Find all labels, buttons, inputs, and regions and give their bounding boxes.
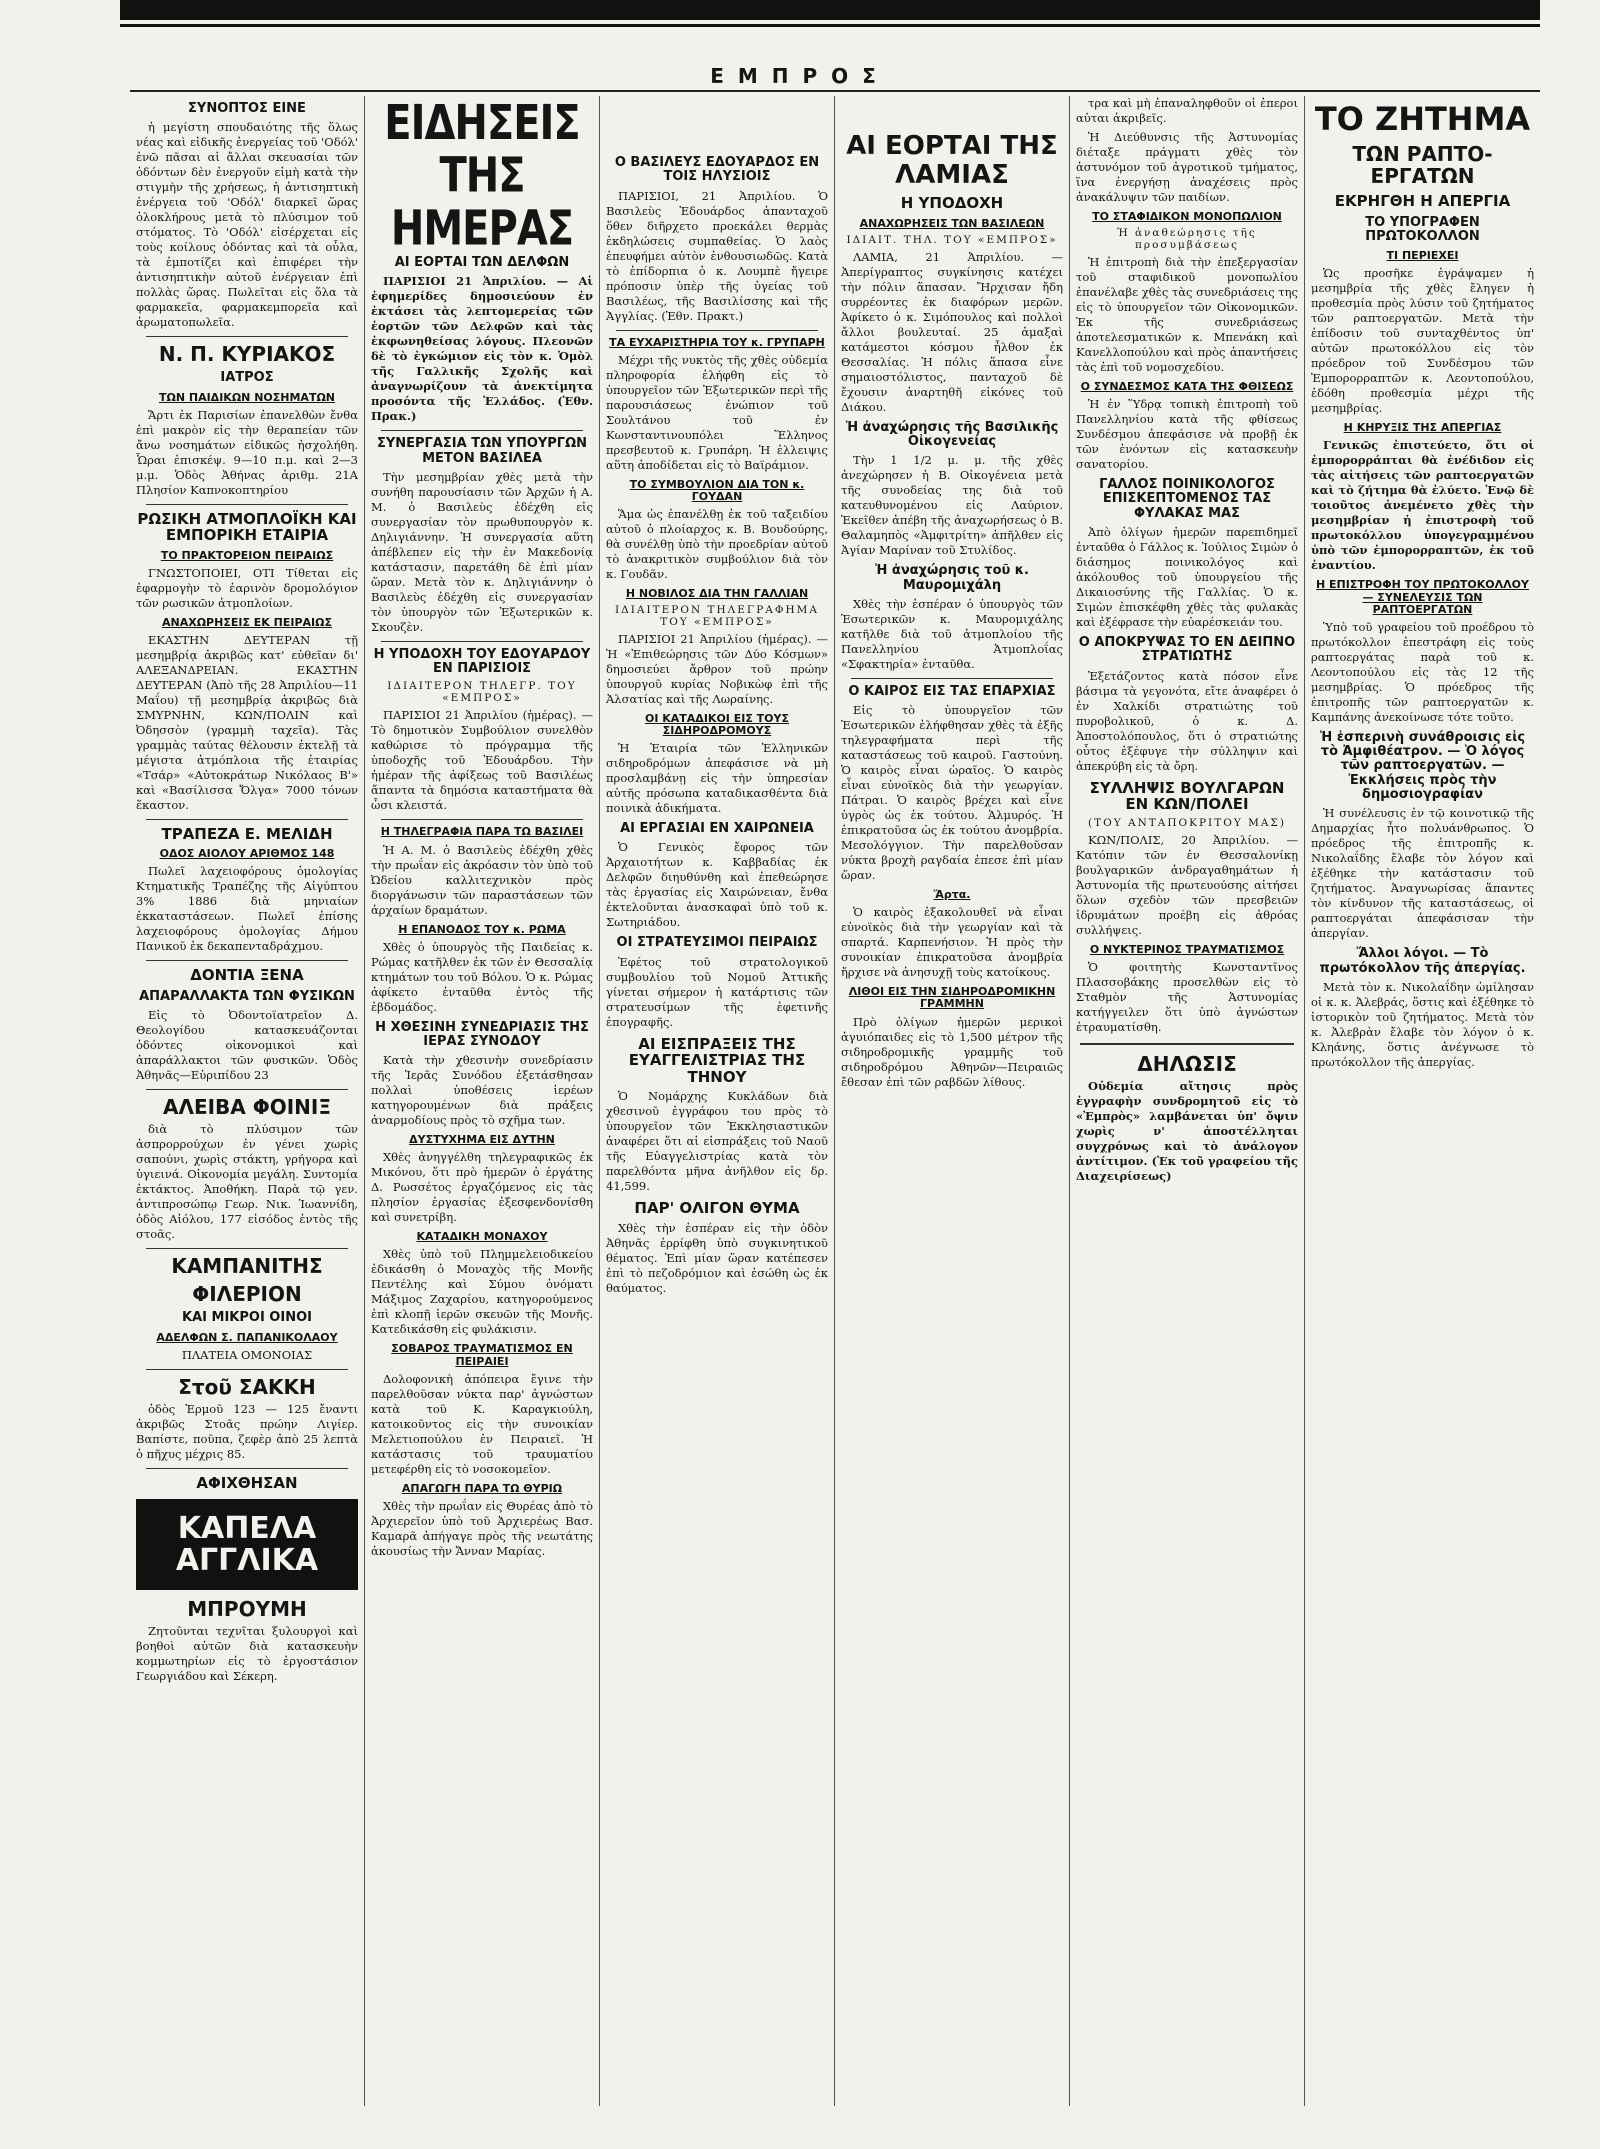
top-border-bar bbox=[120, 0, 1540, 20]
article-text: Ἐφέτος τοῦ στρατολογικοῦ συμβουλίου τοῦ Νομοῦ Ἀττικῆς γίνεται σήμερον ἡ κατάρτισις τῶν στρατευσίμων τῆς ἐφετινῆς ἐπογραφῆς. bbox=[606, 954, 828, 1029]
article-subheading: Ἡ ἀναθεώρησις τῆς προσυμβάσεως bbox=[1117, 227, 1257, 252]
article-text: Ὁ Νομάρχης Κυκλάδων διὰ χθεσινοῦ ἐγγράφου του πρὸς τὸ ὑπουργεῖον τῶν Ἐκκλησιαστικῶν ἀναφέρει ὅτι αἱ εἰσπράξεις τοῦ Ναοῦ τῆς Εὐαγγελιστρίας κατὰ τὸν παρελθόντα μῆνα ἀνῆλθον εἰς δρ. 41,599. bbox=[606, 1089, 828, 1194]
column-5-news bbox=[1070, 96, 1305, 2106]
ad-heading: ΜΠΡΟΥΜΗ bbox=[187, 1597, 307, 1622]
article-text: Τὴν μεσημβρίαν χθὲς μετὰ τὴν συνήθη παρουσίασιν τῶν Ἀρχῶν ἡ Α. Μ. ὁ Βασιλεὺς ἐδέχθη εἰς συνεργασίαν τὸν πρωθυπουργὸν κ. Δηλιγιάννην. Ἡ συνεργασία αὕτη ἀπέβλεπεν εἰς τὴν ἐν Μακεδονίᾳ κατάστασιν, παρετάθη δὲ ἐπὶ μίαν ὥραν. Μετὰ τὸν κ. Δηλιγιάννην ὁ Βασιλεὺς ἐδέχθη εἰς συνεργασίαν τὸν ὑπουργὸν τῶν Ἐξωτερικῶν κ. Σκουζὲν. bbox=[371, 469, 593, 634]
ad-subheading: ΚΑΙ ΜΙΚΡΟΙ ΟΙΝΟΙ bbox=[182, 1310, 312, 1326]
article-subheading: (ΤΟΥ ΑΝΤΑΠΟΚΡΙΤΟΥ ΜΑΣ) bbox=[1088, 816, 1286, 829]
article-text: Χθὲς τὴν ἑσπέραν ὁ ὑπουργὸς τῶν Ἐσωτερικῶν κ. Μαυρομιχάλης κατῆλθε διὰ τοῦ ἀτμοπλοίου τῆς Πανελληνίου Ἀτμοπλοΐας «Σφακτηρία» ἐνταῦθα. bbox=[841, 596, 1063, 671]
article-subheading: ΤΟ ΥΠΟΓΡΑΦΕΝ ΠΡΩΤΟΚΟΛΛΟΝ bbox=[1365, 214, 1480, 244]
article-text: Ὡς προσῆκε ἐγράψαμεν ἡ μεσημβρία τῆς χθὲς ἔληγεν ἡ προθεσμία πρὸς λύσιν τοῦ ζητήματος τῶν ραπτοεργατῶν. Μετὰ τὴν ἐπίδοσιν τοῦ συνταχθέντος ὑπ' αὐτῶν πρωτοκόλλου εἰς τὸν πρόεδρον τοῦ Συνδέσμου τῶν Ἐμπορορραπτῶν κ. Λεοντοπούλου, ἐδόθη προθεσμία μέχρι τῆς μεσημβρίας. bbox=[1311, 266, 1534, 416]
ad-text: Πωλεῖ λαχειοφόρους ὁμολογίας Κτηματικῆς Τραπέζης τῆς Αἰγύπτου 3% 1886 διὰ μηνιαίων ἐκκαταστάσεων. Πωλεῖ ἐπίσης λαχειοφόρους ὁμολογίας Δήμου Πανικοῦ ἐκ δεκαπενταδράχμου. bbox=[136, 864, 358, 954]
article-subheading: ΙΔΙΑΙΤ. ΤΗΛ. ΤΟΥ «ΕΜΠΡΟΣ» bbox=[846, 233, 1058, 246]
article-subheading: ΕΚΡΗΓΘΗ Η ΑΠΕΡΓΙΑ bbox=[1334, 192, 1511, 211]
article-heading: Ο ΚΑΙΡΟΣ ΕΙΣ ΤΑΣ ΕΠΑΡΧΙΑΣ bbox=[848, 683, 1056, 699]
article-text: ΠΑΡΙΣΙΟΙ, 21 Ἀπριλίου. Ὁ Βασιλεὺς Ἐδουάρδος ἁπανταχοῦ ὅθεν διῆρχετο προεκάλει θερμὰς ἐκδηλώσεις συμπαθείας. Ὁ λαὸς ἐπευφήμει αὐτὸν ἐνθουσιωδῶς. Κατὰ τὸ ἐπίδορπια ὁ κ. Λουμπὲ ἤγειρε πρόποσιν ὑπὲρ τῆς ὑγείας τοῦ Βασιλέως, τῆς Βασιλίσσης καὶ τῆς Ἀγγλίας. (Ἐθν. Πρακτ.) bbox=[606, 188, 828, 323]
article-text: Τὴν 1 1/2 μ. μ. τῆς χθὲς ἀνεχώρησεν ἡ Β. Οἰκογένεια μετὰ τῆς συνοδείας της διὰ τοῦ κατευθυνομένου εἰς Λαύριον. Ἐκεῖθεν ἀπέβη τῆς ἀναχωρήσεως ὁ Β. Θαλαμηπὸς «Ἀμφιτρίτη» ἀπῆλθεν εἰς Ἀγίαν Μαρίναν τοῦ Στυλίδος. bbox=[841, 453, 1063, 558]
ad-heading: ΔΟΝΤΙΑ ΞΕΝΑ bbox=[190, 966, 304, 985]
article-heading: ΠΑΡ' ΟΛΙΓΟΝ ΘΥΜΑ bbox=[634, 1199, 800, 1218]
article-heading: ΤΟ ΣΥΜΒΟΥΛΙΟΝ ΔΙΑ ΤΟΝ κ. ΓΟΥΔΑΝ bbox=[629, 477, 805, 503]
ad-subheading: ΤΟ ΠΡΑΚΤΟΡΕΙΟΝ ΠΕΙΡΑΙΩΣ bbox=[160, 548, 334, 562]
article-heading: ΔΥΣΤΥΧΗΜΑ ΕΙΣ ΔΥΤΗΝ bbox=[409, 1133, 555, 1147]
newspaper-columns bbox=[130, 96, 1540, 2106]
article-text: Ἅμα ὡς ἐπανέλθῃ ἐκ τοῦ ταξειδίου αὐτοῦ ὁ πλοίαρχος κ. Β. Βουδούρης, θὰ συνέλθῃ ὑπὸ τὴν προεδρίαν αὐτοῦ τὸ ἀνακριτικὸν συμβούλιον διὰ τὸν κ. Γουδᾶν. bbox=[606, 506, 828, 581]
article-text: Χθὲς ὑπὸ τοῦ Πλημμελειοδικείου ἐδικάσθη ὁ Μοναχὸς τῆς Μονῆς Πεντέλης καὶ Σύμου ὀνόματι Μάξιμος Ζαχαρίου, κατηγορούμενος ἐπὶ κλοπῇ ἱερῶν σκευῶν τῆς Μονῆς. Κατεδικάσθη εἰς φυλάκισιν. bbox=[371, 1247, 593, 1337]
page-title: ΕΙΔΗΣΕΙΣ ΤΗΣ ΗΜΕΡΑΣ bbox=[384, 96, 580, 257]
ad-text: ΓΝΩΣΤΟΠΟΙΕΙ, ΟΤΙ Τίθεται εἰς ἐφαρμογὴν τὸ ἐαρινὸν δρομολόγιον τῶν ρωσικῶν ἀτμοπλοίων. bbox=[136, 565, 358, 610]
ad-subheading: ΤΩΝ ΠΑΙΔΙΚΩΝ ΝΟΣΗΜΑΤΩΝ bbox=[158, 390, 336, 404]
article-text: Κατὰ τὴν χθεσινὴν συνεδρίασιν τῆς Ἱερᾶς Συνόδου ἐξετάσθησαν πολλαὶ ὑποθέσεις ἱερέων κατηγορουμένων διὰ πράξεις ἀναρμοδίους πρὸς τὸ σχῆμα των. bbox=[371, 1053, 593, 1128]
article-text: Ἡ ἐν Ὕδρᾳ τοπικὴ ἐπιτροπὴ τοῦ Πανελληνίου κατὰ τῆς φθίσεως Συνδέσμου ἀπεφάσισε νὰ προβῇ ἐκ τῶν ἐνόντων εἰς κατασκευὴν σανατορίου. bbox=[1076, 397, 1298, 472]
divider bbox=[616, 330, 818, 331]
ad-subheading: ΑΠΑΡΑΛΛΑΚΤΑ ΤΩΝ ΦΥΣΙΚΩΝ bbox=[139, 988, 355, 1004]
article-text: Δολοφονικὴ ἀπόπειρα ἔγινε τὴν παρελθοῦσαν νύκτα παρ' ἀγνώστων κατὰ τοῦ Κ. Καραγκιούλη, κατοικοῦντος εἰς τὴν συνοικίαν Μελετιοπούλου ἐν Πειραιεῖ. Ἡ κατάστασις τοῦ τραυματίου μετεφέρθη εἰς τὸ νοσοκομεῖον. bbox=[371, 1371, 593, 1476]
article-heading: Ἡ ἀναχώρησις τοῦ κ. Μαυρομιχάλη bbox=[875, 563, 1029, 593]
column-2-news bbox=[365, 96, 600, 2106]
divider bbox=[146, 336, 348, 337]
ad-heading: Ν. Π. ΚΥΡΙΑΚΟΣ bbox=[158, 342, 336, 367]
article-subheading: ΙΔΙΑΙΤΕΡΟΝ ΤΗΛΕΓΡΑΦΗΜΑ ΤΟΥ «ΕΜΠΡΟΣ» bbox=[615, 603, 819, 628]
ad-text: Ἄρτι ἐκ Παρισίων ἐπανελθὼν ἔνθα ἐπὶ μακρὸν εἰς τὴν θεραπείαν τῶν ἄνω νοσημάτων εἰδικῶς ἠσχολήθη. Ὧραι ἐπισκέψ. 9—10 π.μ. καὶ 2—3 μ.μ. Ὁδὸς Ἀθήνας ἀριθμ. 21Α Πλησίον Καπνοκοπτηρίου bbox=[136, 407, 358, 497]
article-text: Μέχρι τῆς νυκτὸς τῆς χθὲς οὐδεμία πληροφορία ἐλήφθη εἰς τὸ ὑπουργεῖον τῶν Ἐξωτερικῶν περὶ τῆς παρουσιάσεως ἐνώπιον τοῦ Σουλτάνου τοῦ ἐν Κωνσταντινουπόλει Ἕλληνος πρεσβευτοῦ κ. Γρυπάρη. Ἡ ἐλλειψις αὕτη ἀποδίδεται εἰς τὸ Βαϊράμιον. bbox=[606, 352, 828, 472]
article-heading: Η ΤΗΛΕΓΡΑΦΙΑ ΠΑΡΑ ΤΩ ΒΑΣΙΛΕΙ bbox=[380, 825, 584, 839]
article-heading: Ο ΣΥΝΔΕΣΜΟΣ ΚΑΤΑ ΤΗΣ ΦΘΙΣΕΩΣ bbox=[1080, 380, 1294, 394]
article-heading: ΤΩΝ ΡΑΠΤΟ-ΕΡΓΑΤΩΝ bbox=[1352, 142, 1493, 189]
article-text: Ἡ συνέλευσις ἐν τῷ κοινοτικῷ τῆς Δημαρχίας ἦτο πολυάνθρωπος. Ὁ πρόεδρος τῆς ἐπιτροπῆς κ. Νικολαΐδης ἔλαβε τὸν λόγον καὶ ἐξέθηκε τὴν κατάστασιν τοῦ ζητήματος. Ἀναγνωρίσας ἅπαντες τὸν κίνδυνον τῆς καταστάσεως, οἱ ραπτοεργάται ἀπεφάσισαν τὴν ἀπεργίαν. bbox=[1311, 806, 1534, 941]
divider bbox=[1080, 1043, 1294, 1045]
article-text: τρα καὶ μὴ ἐπαναληφθοῦν οἱ ἐπεροι αὐται ἀκριβεῖς. bbox=[1076, 96, 1298, 125]
ad-text: ΕΚΑΣΤΗΝ ΔΕΥΤΕΡΑΝ τῇ μεσημβρίᾳ ἀκριβῶς κατ' εὐθεῖαν δι' ΑΛΕΞΑΝΔΡΕΙΑΝ. ΕΚΑΣΤΗΝ ΔΕΥΤΕΡΑΝ (Ἀπὸ τῆς 28 Ἀπριλίου—11 Μαΐου) τῇ μεσημβρίᾳ ἀκριβῶς διὰ ΣΜΥΡΝΗΝ, ΚΩΝ/ΠΟΛΙΝ καὶ Ὀδησσὸν (γραμμὴ ταχεῖα). Τὰς γραμμὰς ταύτας θέλουσιν ἐκτελῇ τὰ μέγιστα ἀτμόπλοια τῆς ἑταιρίας «Τσάρ» «Αὐτοκράτωρ Νικόλαος Β'» καὶ «Βασίλισσα Ὄλγα» 7000 τόνων ἕκαστον. bbox=[136, 632, 358, 812]
ad-subheading: ΑΝΑΧΩΡΗΣΕΙΣ ΕΚ ΠΕΙΡΑΙΩΣ bbox=[161, 615, 332, 629]
article-text: Ἡ Α. Μ. ὁ Βασιλεὺς ἐδέχθη χθὲς τὴν πρωΐαν εἰς ἀκρόασιν τὸν ὑπὸ τοῦ Ὠδείου καλλιτεχνικὸν πρὸς διοργάνωσιν τῶν παραστάσεων τῶν ἀρχαίων δραμάτων. bbox=[371, 842, 593, 917]
article-heading: Ο ΝΥΚΤΕΡΙΝΟΣ ΤΡΑΥΜΑΤΙΣΜΟΣ bbox=[1089, 942, 1285, 956]
column-3-news bbox=[600, 96, 835, 2106]
article-text: Ὑπὸ τοῦ γραφείου τοῦ προέδρου τὸ πρωτόκολλον ἐπεστράφη εἰς τοὺς ραπτοεργάτας παρὰ τοῦ κ. Λεοντοπούλου εἰς τὰς 12 τῆς μεσημβρίας. Ὁ πρόεδρος τῆς ἐπιτροπῆς τῶν ραπτοεργατῶν κ. Καμπάνης ἀνεκοίνωσε τότε τοῦτο. bbox=[1311, 619, 1534, 724]
article-text: Χθὲς τὴν πρωΐαν εἰς Θυρέας ἀπὸ τὸ Ἀρχιερεῖον ὑπὸ τοῦ Ἀρχιερέως Βασ. Καμαρᾶ ἀπήγαγε πρὸς τῆς νεωτάτης ἀκουσίως τὴν Ἄνναν Μαρίας. bbox=[371, 1498, 593, 1558]
article-heading: ΟΙ ΣΤΡΑΤΕΥΣΙΜΟΙ ΠΕΙΡΑΙΩΣ bbox=[616, 935, 818, 951]
divider bbox=[146, 819, 348, 820]
article-text: Ἐξετάζοντος κατὰ πόσον εἶνε βάσιμα τὰ γεγονότα, εἴτε ἀναφέρει ὁ ἐν Χαλκίδι στρατιώτης τοῦ πυροβολικοῦ, ὁ κ. Δ. Ἀποστολόπουλος, ὅτι ὁ στρατιώτης οὗτος ἐξέφυγε τὴν σύλληψιν καὶ ἀπεκρύβη εἰς τὰ ὄρη. bbox=[1076, 668, 1298, 773]
ad-text: διὰ τὸ πλύσιμον τῶν ἀσπρορρούχων ἐν γένει χωρὶς σαπούνι, χωρὶς στάκτη, γρήγορα καὶ ὑγιεινά. Οἰκονομία μεγάλη. Συντομία ἐκτάκτος. Ἀποθήκη. Παρὰ τῷ γεν. ἀντιπροσώπῳ Γεωρ. Νικ. Ἰωαννίδη, ὁδὸς Αἰόλου, 177 εἰσόδος ἐντὸς τῆς στοᾶς. bbox=[136, 1122, 358, 1242]
article-heading: ΣΥΛΛΗΨΙΣ ΒΟΥΛΓΑΡΩΝ ΕΝ ΚΩΝ/ΠΟΛΕΙ bbox=[1089, 778, 1285, 814]
article-heading: ΓΑΛΛΟΣ ΠΟΙΝΙΚΟΛΟΓΟΣ ΕΠΙΣΚΕΠΤΟΜΕΝΟΣ ΤΑΣ ΦΥΛΑΚΑΣ ΜΑΣ bbox=[1099, 477, 1275, 521]
article-text: Χθὲς ὁ ὑπουργὸς τῆς Παιδείας κ. Ρώμας κατῆλθεν ἐκ τῶν ἐν Θεσσαλίᾳ κτημάτων του τοῦ Βόλου. Ὁ κ. Ρώμας ἀφίκετο ἐνταῦθα ἐντὸς τῆς ἑβδομάδος. bbox=[371, 939, 593, 1014]
article-text: ΠΑΡΙΣΙΟΙ 21 Ἀπριλίου. — Αἱ ἐφημερίδες δημοσιεύουν ἐν ἐκτάσει τὰς λεπτομερείας τῶν ἑορτῶν τῶν Δελφῶν καὶ τὰς ἐκφωνηθείσας λόγους. Πλεονῶν δὲ τὸ ἐγκώμιον εἰς τὸν κ. Ὁμὸλ τῆς Γαλλικῆς Σχολῆς καὶ ἀναγνωρίζουν τὰ ἀνεκτίμητα προσόντα τῆς Ἑλλάδος. (Ἐθν. Πρακ.) bbox=[371, 274, 593, 424]
article-text: Μετὰ τὸν κ. Νικολαΐδην ὡμίλησαν οἱ κ. κ. Ἀλεβράς, ὅστις καὶ ἐξέθηκε τὸ ἱστορικὸν τοῦ ζητήματος. Μετὰ τὸν κ. Ἀλεβρὰν ἔλαβε τὸν λόγον ὁ κ. Κληάνης, ὅστις ἀνέγνωσε τὸ πρωτόκολλον τῆς ἀπεργίας. bbox=[1311, 979, 1534, 1069]
article-heading: Η ΚΗΡΥΞΙΣ ΤΗΣ ΑΠΕΡΓΙΑΣ bbox=[1343, 421, 1502, 435]
divider bbox=[146, 1248, 348, 1249]
article-heading: ΤΑ ΕΥΧΑΡΙΣΤΗΡΙΑ ΤΟΥ κ. ΓΡΥΠΑΡΗ bbox=[609, 335, 825, 349]
article-heading: ΤΟ ΖΗΤΗΜΑ bbox=[1314, 100, 1531, 138]
ad-heading: ΦΙΛΕΡΙΟΝ bbox=[192, 1282, 302, 1307]
divider bbox=[381, 430, 583, 431]
article-text: Χθὲς τὴν ἑσπέραν εἰς τὴν ὁδὸν Ἀθηνᾶς ἐρρίφθη ὑπὸ συγκινητικοῦ θέματος. Ἐπὶ μίαν ὥραν κατέπεσεν ἐπὶ τὸ πεζοδρόμιον καὶ ἐσώθη ὡς ἐκ θαύματος. bbox=[606, 1220, 828, 1295]
article-text: Ἀπὸ ὀλίγων ἡμερῶν παρεπιδημεῖ ἐνταῦθα ὁ Γάλλος κ. Ἰούλιος Σιμὼν ὁ διάσημος ποινικολόγος καὶ ἀκόλουθος τοῦ ὑπουργείου τῆς Δικαιοσύνης τῆς Γαλλίας. Ὁ κ. Σιμὼν ἐπισκέφθη χθὲς τὰς φυλακὰς καὶ ἐξέφρασε τὴν εὐαρέσκειάν του. bbox=[1076, 525, 1298, 630]
article-heading: ΑΙ ΕΙΣΠΡΑΞΕΙΣ ΤΗΣ ΕΥΑΓΓΕΛΙΣΤΡΙΑΣ ΤΗΣ ΤΗΝΟΥ bbox=[628, 1034, 806, 1086]
article-text: Ἡ ἐπιτροπὴ διὰ τὴν ἐπεξεργασίαν τοῦ σταφιδικοῦ μονοπωλίου ἐπανέλαβε χθὲς τὰς συνεδριάσεις της εἰς τὸ ὑπουργεῖον τῶν Οἰκονομικῶν. Ἐκ τῆς συνεδριάσεως ἀποτελεσματικῶν κ. Μπενάκη καὶ Κανελλοπούλου καὶ πρὸς ἀπαντήσεις τὰς ἐπὶ τοῦ νομοσχεδίου. bbox=[1076, 255, 1298, 375]
article-text: Εἰς τὸ ὑπουργεῖον τῶν Ἐσωτερικῶν ἐλήφθησαν χθὲς τὰ ἑξῆς τηλεγραφήματα περὶ τῆς καταστάσεως τοῦ καιροῦ. Γαστούνη. Ὁ καιρὸς εἶναι ὡραῖος. Ὁ καιρὸς εἶναι εὐνοϊκὸς διὰ τὴν γεωργίαν. Πάτραι. Ὁ καιρὸς βρέχει καὶ εἶνε ὑγρὸς ὡς ἐκ τούτου. Ἁλμυρός. Ἡ ἐπικρατοῦσα ὡς ἐκ τούτου ἀνομβρία. Μεσολόγγιον. Τὴν παρελθοῦσαν νύκτα βροχὴ ραγδαία ἐπεσε ἐπὶ μίαν ὥραν. bbox=[841, 703, 1063, 883]
ad-heading: ΙΑΤΡΟΣ bbox=[220, 370, 274, 386]
article-heading: Ἄρτα. bbox=[933, 888, 971, 902]
ad-heading: ΚΑΜΠΑΝΙΤΗΣ bbox=[171, 1254, 323, 1279]
article-heading: Η ΥΠΟΔΟΧΗ bbox=[900, 194, 1004, 213]
article-heading: ΣΟΒΑΡΟΣ ΤΡΑΥΜΑΤΙΣΜΟΣ ΕΝ ΠΕΙΡΑΙΕΙ bbox=[391, 1342, 573, 1368]
ad-text: ὁδὸς Ἑρμοῦ 123 — 125 ἔναντι ἀκριβῶς Στοᾶς πρώην Λιγίερ. Βαπίστε, ποῦπα, ζεφὲρ ἀπὸ 25 λεπτὰ ὁ πῆχυς μέχρις 85. bbox=[136, 1401, 358, 1461]
article-heading: ΚΑΤΑΔΙΚΗ ΜΟΝΑΧΟΥ bbox=[416, 1230, 548, 1244]
divider bbox=[381, 641, 583, 642]
article-text: Χθὲς ἀνηγγέλθη τηλεγραφικῶς ἐκ Μικόνου, ὅτι πρὸ ἡμερῶν ὁ ἐργάτης Δ. Ρωσσέτος ἐργαζόμενος εἰς τὰς πλησίον ἐργασίας ἐξεσφενδονίσθη καὶ συνετρίβη. bbox=[371, 1150, 593, 1225]
article-heading: ΣΥΝΕΡΓΑΣΙΑ ΤΩΝ ΥΠΟΥΡΓΩΝ ΜΕΤΟΝ ΒΑΣΙΛΕΑ bbox=[376, 436, 588, 466]
ad-text: ἡ μεγίστη σπουδαιότης τῆς ὅλως νέας καὶ εἰδικῆς ἐνεργείας τοῦ 'Οδόλ' ἐνῶ πᾶσαι αἱ ἄλλαι σκευασίαι τῶν ὀδόντων δὲν ἐνεργοῦν εἰμὴ κατὰ τὴν στιγμὴν τῆς χρήσεως, ἡ ἀντισηπτικὴ ἐνέργεια τοῦ 'Οδόλ' διαρκεῖ ὥρας ὁλοκλήρους μετὰ τὸ πλύσιμον τοῦ στόματος. Τὸ 'Οδόλ' εἰσέρχεται εἰς τοὺς κοίλους ὀδόντας καὶ τὰ οὖλα, τὰ ἐμποτίζει καὶ ἐπιφέρει τὴν ἀντισηπτικὴν αὐτοῦ ἐνέργειαν ἐπὶ πολλὰς ὥρας. Πωλεῖται εἰς ὅλα τὰ φαρμακεῖα, φαρμακεμπορεῖα καὶ ἀρωματοπωλεῖα. bbox=[136, 120, 358, 330]
ad-heading: ΡΩΣΙΚΗ ΑΤΜΟΠΛΟΪΚΗ ΚΑΙ ΕΜΠΟΡΙΚΗ ΕΤΑΙΡΙΑ bbox=[137, 509, 357, 545]
ad-text: Εἰς τὸ Ὀδοντοϊατρεῖον Δ. Θεολογίδου κατασκευάζονται ὀδόντες οἰκονομικοὶ καὶ ἀπαράλλακτοι τῶν φυσικῶν. Ὁδὸς Ἀθηνᾶς—Εὐριπίδου 23 bbox=[136, 1008, 358, 1083]
notice-heading: ΔΗΛΩΣΙΣ bbox=[1137, 1051, 1237, 1076]
divider bbox=[146, 504, 348, 505]
article-heading: Ἄλλοι λόγοι. — Τὸ πρωτόκολλον τῆς ἀπεργίας. bbox=[1319, 946, 1526, 976]
article-heading: Ἡ ἀναχώρησις τῆς Βασιλικῆς Οἰκογενείας bbox=[845, 419, 1059, 450]
article-text: Γενικῶς ἐπιστεύετο, ὅτι οἱ ἐμπορορράπται θὰ ἐνέδιδον εἰς τὰς αἰτήσεις τῶν ραπτοεργατῶν καὶ τὸ ζήτημα θὰ ἐλύετο. Ἐνῷ δὲ τοιοῦτος ἀνεμένετο χθὲς τὴν μεσημβρίαν ἡ ἐπιστροφὴ τοῦ πρωτοκόλλου ὑπογεγραμμένου ὑπὸ τῶν ἐμπορορραπτῶν, ἐκ τοῦ ἐναντίου. bbox=[1311, 438, 1534, 573]
masthead: ΕΜΠΡΟΣ bbox=[710, 64, 890, 88]
article-text: ΚΩΝ/ΠΟΛΙΣ, 20 Ἀπριλίου. — Κατόπιν τῶν ἐν Θεσσαλονίκῃ βουλγαρικῶν ἀνδραγαθημάτων ἡ Ἀστυνομία τῆς πρωτευούσης αἰτήσει ὅλων σχεδὸν τῶν πρεσβειῶν ἰδρυμάτων προέβη εἰς ἀθρόας συλλήψεις. bbox=[1076, 832, 1298, 937]
article-heading: Η ΕΠΙΣΤΡΟΦΗ ΤΟΥ ΠΡΩΤΟΚΟΛΛΟΥ — ΣΥΝΕΛΕΥΣΙΣ ΤΩΝ ΡΑΠΤΟΕΡΓΑΤΩΝ bbox=[1315, 578, 1529, 616]
ad-heading: ΤΡΑΠΕΖΑ Ε. ΜΕΛΙΔΗ bbox=[161, 824, 333, 843]
article-heading: ΑΙ ΕΟΡΤΑΙ ΤΩΝ ΔΕΛΦΩΝ bbox=[394, 255, 570, 270]
masthead-rule bbox=[130, 90, 1540, 92]
notice-text: Οὐδεμία αἴτησις πρὸς ἐγγραφὴν συνδρομητοῦ εἰς τὸ «Ἐμπρὸς» λαμβάνεται ὑπ' ὄψιν χωρὶς ν' ἀποστέλληται συγχρόνως καὶ τὸ ἀνάλογον ἀντίτιμον. (Ἐκ τοῦ γραφείου τῆς Διαχειρίσεως) bbox=[1076, 1078, 1298, 1183]
divider bbox=[381, 819, 583, 820]
article-heading: Η ΧΘΕΣΙΝΗ ΣΥΝΕΔΡΙΑΣΙΣ ΤΗΣ ΙΕΡΑΣ ΣΥΝΟΔΟΥ bbox=[375, 1019, 589, 1049]
article-heading: ΤΟ ΣΤΑΦΙΔΙΚΟΝ ΜΟΝΟΠΩΛΙΟΝ bbox=[1092, 210, 1282, 223]
article-heading: ΟΙ ΚΑΤΑΔΙΚΟΙ ΕΙΣ ΤΟΥΣ ΣΙΔΗΡΟΔΡΟΜΟΥΣ bbox=[644, 711, 789, 738]
divider bbox=[851, 678, 1053, 679]
ad-heading: Στοῦ ΣΑΚΚΗ bbox=[178, 1374, 316, 1399]
article-text: Ὁ φοιτητὴς Κωνσταντῖνος Πλασσοβάκης προσελθὼν εἰς τὸ Σταθμὸν τῆς Ἀστυνομίας κατήγγειλεν ὅτι ὑπὸ ἀγνώστων ἐτραυματίσθη. bbox=[1076, 959, 1298, 1034]
article-text: Ἡ Διεύθυνσις τῆς Ἀστυνομίας διέταξε πράγματι χθὲς τὸν ἀστυνόμον τοῦ ἀγροτικοῦ τμήματος, ἵνα ἐνεργήσῃ ἀναχέσεις πρὸς ἀνακάλυψιν τῶν παιδίων. bbox=[1076, 130, 1298, 204]
kapela-ad-box bbox=[136, 1499, 358, 1590]
article-subheading: ΤΙ ΠΕΡΙΕΧΕΙ bbox=[1386, 249, 1459, 263]
ad-heading: ΑΦΙΧΘΗΣΑΝ bbox=[196, 1473, 298, 1492]
article-heading: ΑΙ ΕΡΓΑΣΙΑΙ ΕΝ ΧΑΙΡΩΝΕΙΑ bbox=[620, 821, 814, 837]
article-heading: ΑΠΑΓΩΓΗ ΠΑΡΑ ΤΩ ΘΥΡΙΩ bbox=[401, 1481, 563, 1495]
article-text: Πρὸ ὀλίγων ἡμερῶν μερικοὶ ἀγυιόπαιδες εἰς τὸ 1,500 μέτρον τῆς σιδηροδρομικῆς γραμμῆς τοῦ σιδηροδρόμου Ἀθηνῶν—Πειραιῶς ἔθεσαν ἐπὶ τῶν ραβδῶν λίθους. bbox=[841, 1014, 1063, 1089]
article-heading: ΑΙ ΕΟΡΤΑΙ ΤΗΣ ΛΑΜΙΑΣ bbox=[846, 131, 1058, 190]
article-text: ΠΑΡΙΣΙΟΙ 21 Ἀπριλίου (ἡμέρας). — Τὸ δημοτικὸν Συμβούλιον συνελθὸν καθώρισε τὸ πρόγραμμα τῆς ὑποδοχῆς τοῦ Ἐδουάρδου. Τὴν ἡμέραν τῆς ἀφίξεως τοῦ Βασιλέως ἄπαντα τὰ δημόσια καταστήματα θὰ ὦσι κλειστά. bbox=[371, 708, 593, 813]
column-6-news bbox=[1305, 96, 1540, 2106]
article-text: Ἡ Ἑταιρία τῶν Ἑλληνικῶν σιδηροδρόμων ἀπεφάσισε νὰ μὴ προσλαμβάνῃ εἰς τὴν ὑπηρεσίαν αὐτῆς πρόσωπα καταδικασθέντα διὰ ποινικὰ ἀδικήματα. bbox=[606, 741, 828, 816]
article-heading: ΛΙΘΟΙ ΕΙΣ ΤΗΝ ΣΙΔΗΡΟΔΡΟΜΙΚΗΝ ΓΡΑΜΜΗΝ bbox=[848, 985, 1056, 1011]
article-heading: Η ΝΟΒΙΛΟΣ ΔΙΑ ΤΗΝ ΓΑΛΛΙΑΝ bbox=[625, 586, 809, 600]
article-subheading: ΑΝΑΧΩΡΗΣΕΙΣ ΤΩΝ ΒΑΣΙΛΕΩΝ bbox=[859, 216, 1045, 230]
article-subheading: ΙΔΙΑΙΤΕΡΟΝ ΤΗΛΕΓΡ. ΤΟΥ «ΕΜΠΡΟΣ» bbox=[387, 680, 577, 705]
divider bbox=[146, 1369, 348, 1370]
article-heading: Η ΕΠΑΝΟΔΟΣ ΤΟΥ κ. ΡΩΜΑ bbox=[398, 922, 566, 936]
ad-heading: ΣΥΝΟΠΤΟΣ ΕΙΝΕ bbox=[188, 101, 306, 116]
article-heading: Ο ΒΑΣΙΛΕΥΣ ΕΔΟΥΑΡΔΟΣ ΕΝ ΤΟΙΣ ΗΛΥΣΙΟΙΣ bbox=[614, 155, 820, 185]
divider bbox=[146, 1468, 348, 1469]
divider bbox=[146, 1089, 348, 1090]
article-text: ΛΑΜΙΑ, 21 Ἀπριλίου. — Ἀπερίγραπτος συγκίνησις κατέχει τὴν πόλιν ἅπασαν. Ἤρχισαν ἤδη συρρέοντες ἐκ διαφόρων μερῶν. Ἀφίκετο ὁ κ. Σιμόπουλος καὶ πολλοὶ ἄλλοι βουλευταί. 25 ἁμαξαὶ κατάμεστοι κόσμου ἦλθον ἐκ Θεσσαλίας. Ἡ πόλις ἅπασα εἶνε σημαιοστόλιστος, πανταχοῦ δὲ ἔχουσιν ἀναρτηθῆ εἰκόνες τοῦ Διάκου. bbox=[841, 249, 1063, 414]
article-text: Ὁ Γενικὸς ἔφορος τῶν Ἀρχαιοτήτων κ. Καββαδίας ἐκ Δελφῶν διηυθύνθη καὶ ἐπεθεώρησε τὰς ἐργασίας εἰς Χαιρώνειαν, ἔνθα ἐκτελοῦνται ἀνασκαφαὶ ὑπὸ τοῦ κ. Σωτηριάδου. bbox=[606, 840, 828, 930]
article-heading: Η ΥΠΟΔΟΧΗ ΤΟΥ ΕΔΟΥΑΡΔΟΥ ΕΝ ΠΑΡΙΣΙΟΙΣ bbox=[373, 646, 591, 677]
article-heading: Ἡ ἑσπερινὴ συνάθροισις εἰς τὸ Ἀμφιθέατρον. — Ὁ λόγος τῶν ραπτοεργατῶν. — Ἐκκλήσεις πρὸς τὴν δημοσιογραφίαν bbox=[1319, 729, 1526, 802]
column-1-ads bbox=[130, 96, 365, 2106]
ad-subheading: ΑΔΕΛΦΩΝ Σ. ΠΑΠΑΝΙΚΟΛΑΟΥ bbox=[156, 1330, 338, 1344]
article-text: ΠΑΡΙΣΙΟΙ 21 Ἀπριλίου (ἡμέρας). — Ἡ «Ἐπιθεώρησις τῶν Δύο Κόσμων» δημοσιεύει ἄρθρον τοῦ πρώην ὑπουργοῦ κυρίας Νοβικὼφ ἐπὶ τῆς Ἀλσατίας καὶ τῆς Λωραίνης. bbox=[606, 631, 828, 706]
kapela-ad-text: ΚΑΠΕΛΑ ΑΓΓΛΙΚΑ bbox=[175, 1511, 319, 1578]
ad-heading: ΑΛΕΙΒΑ ΦΟΙΝΙΞ bbox=[162, 1095, 331, 1120]
column-4-news bbox=[835, 96, 1070, 2106]
ad-subheading: ΟΔΟΣ ΑΙΟΛΟΥ ΑΡΙΘΜΟΣ 148 bbox=[159, 847, 335, 861]
article-heading: Ο ΑΠΟΚΡΥΨΑΣ ΤΟ ΕΝ ΔΕΙΠΝΟ ΣΤΡΑΤΙΩΤΗΣ bbox=[1078, 635, 1296, 665]
article-text: Ὁ καιρὸς ἐξακολουθεῖ νὰ εἶναι εὐνοϊκὸς διὰ τὴν γεωργίαν καὶ τὰ σπαρτά. Καρπενήσιον. Ἡ πρὸς τὴν συνοικίαν ἐπικρατοῦσα ἀνομβρία ἤρχισε νὰ ἀνησυχῇ τοὺς κατοίκους. bbox=[841, 905, 1063, 980]
top-border-rule bbox=[120, 24, 1540, 27]
ad-text: Ζητοῦνται τεχνῖται ξυλουργοὶ καὶ βοηθοὶ αὐτῶν διὰ κατασκευὴν κομμωτηρίων εἰς τὸ ἐργοστάσιον Γεωργιάδου καὶ Σέκερη. bbox=[136, 1624, 358, 1684]
divider bbox=[146, 960, 348, 961]
ad-text: ΠΛΑΤΕΙΑ ΟΜΟΝΟΙΑΣ bbox=[181, 1347, 313, 1362]
